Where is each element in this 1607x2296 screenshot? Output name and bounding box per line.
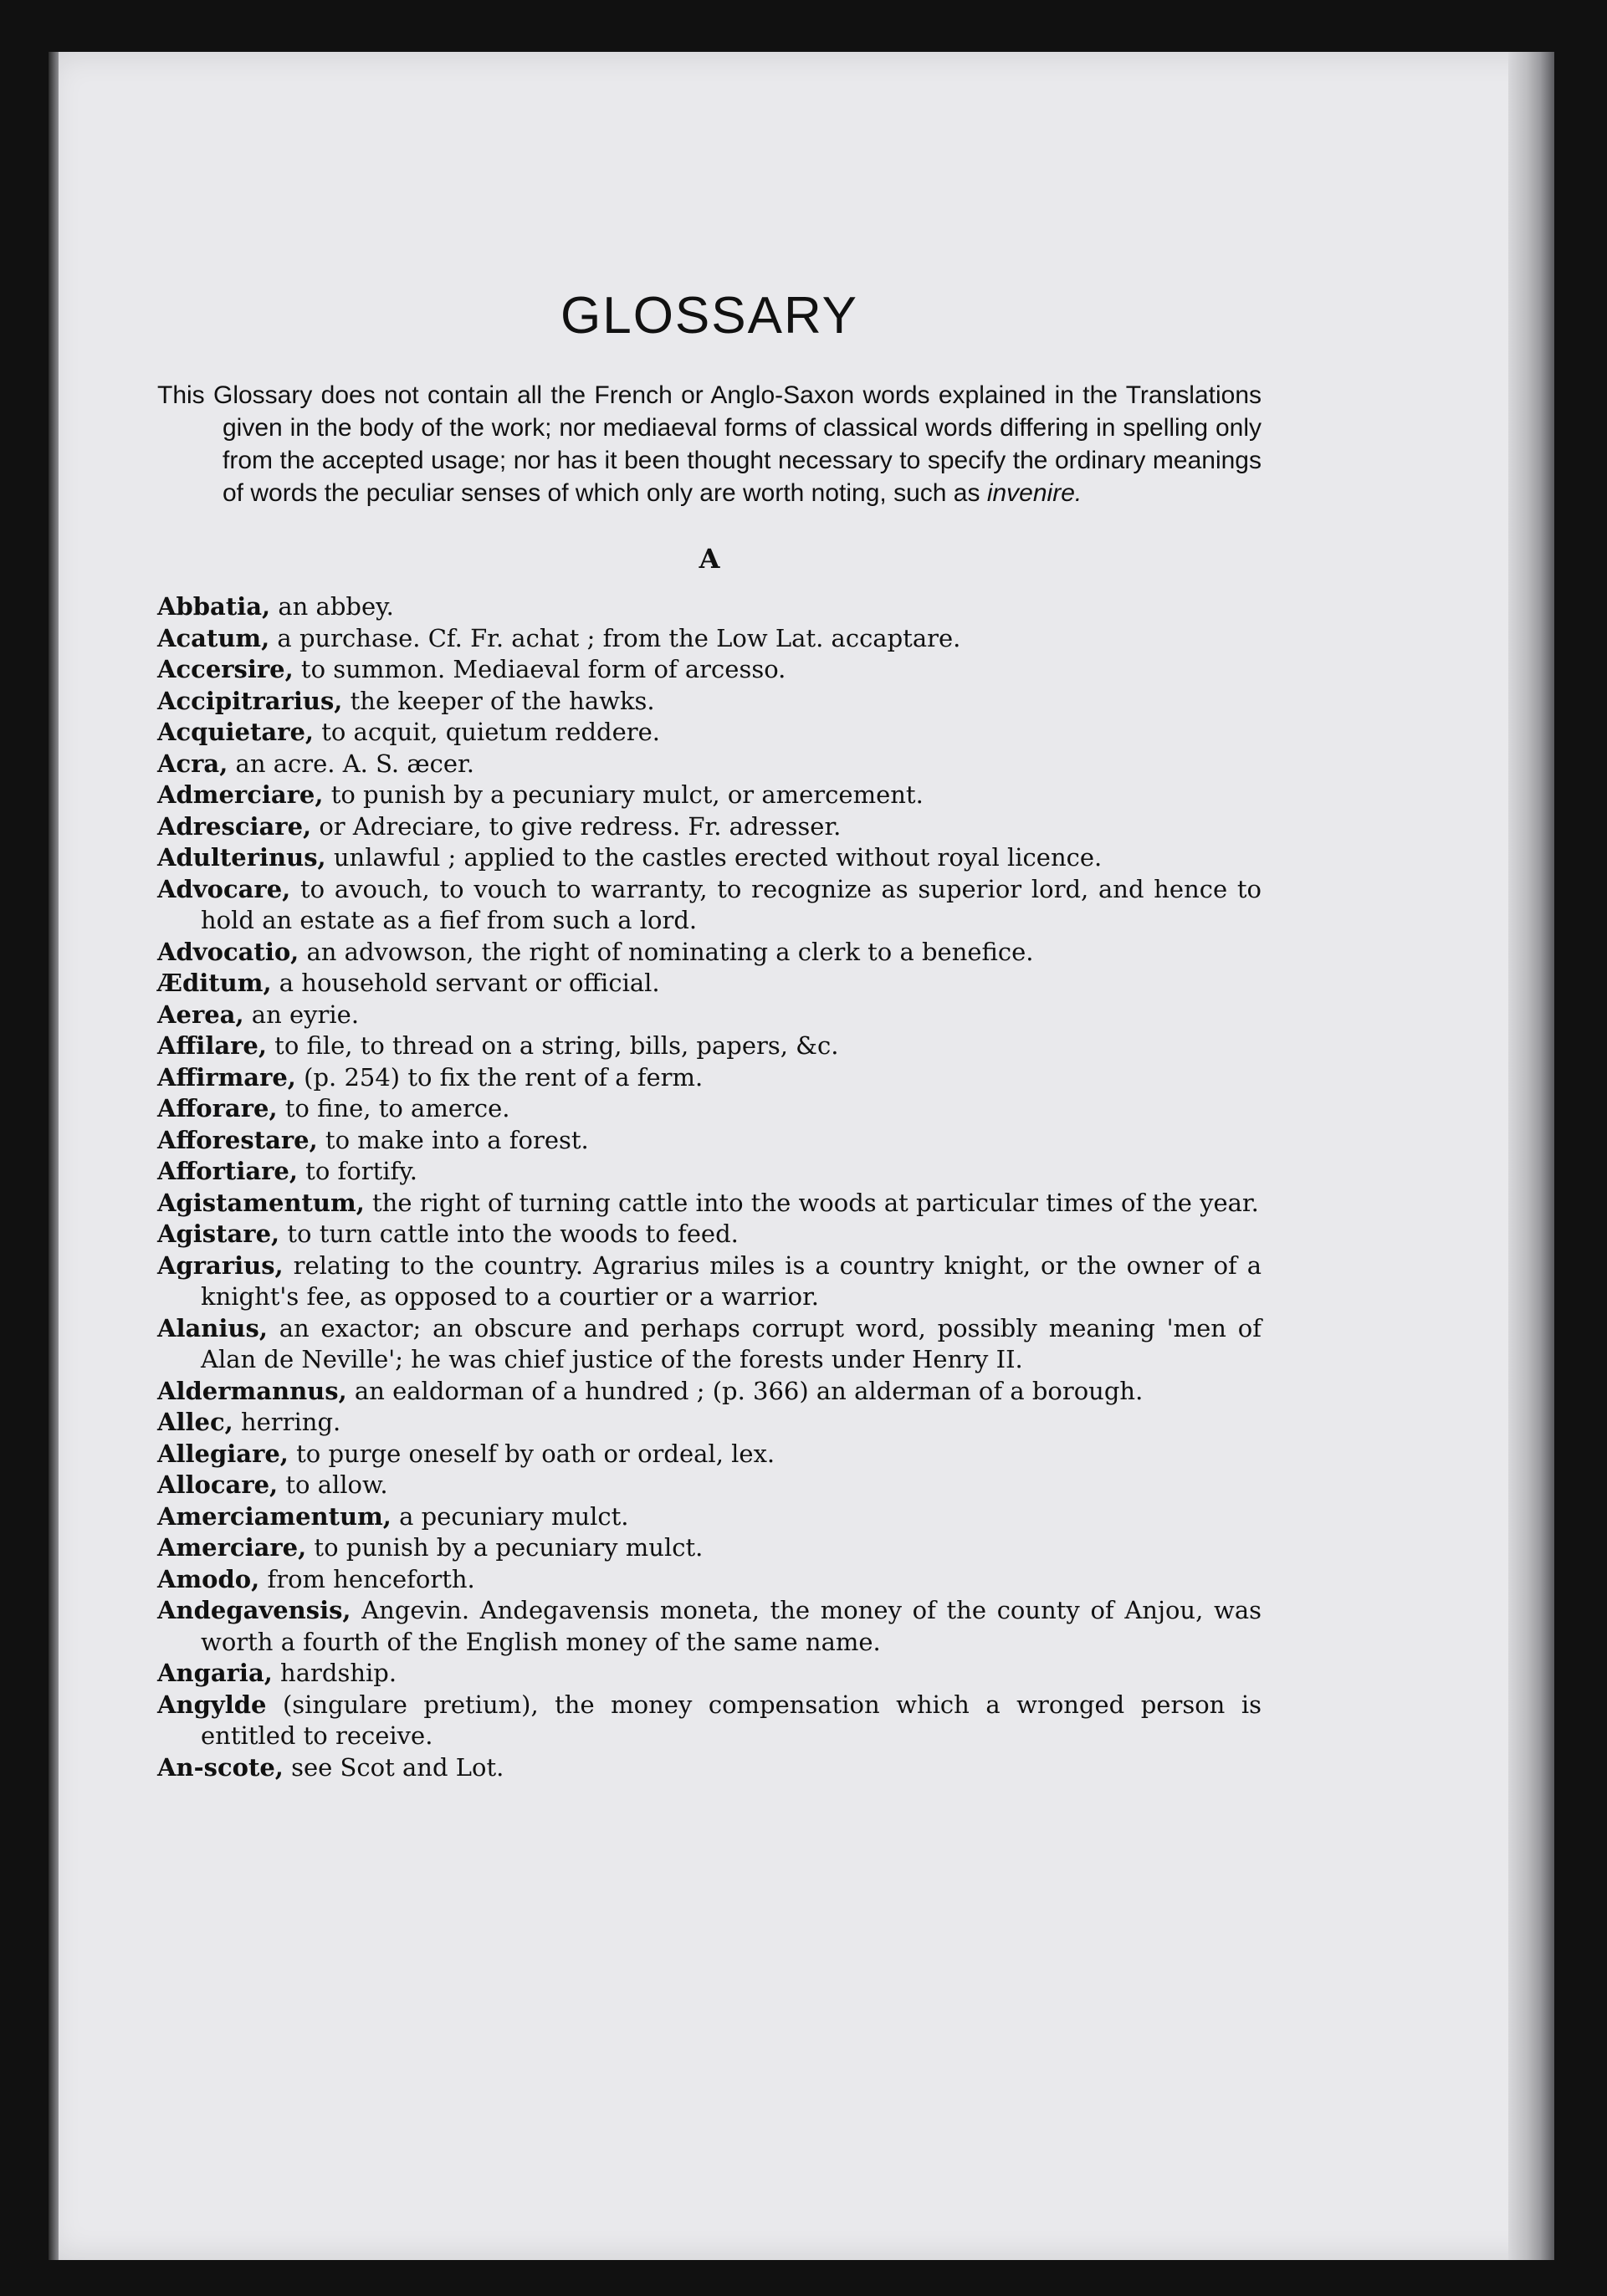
glossary-entry — [157, 874, 1262, 937]
entry-definition: to allow. — [278, 1470, 388, 1499]
glossary-entry — [157, 1532, 1262, 1564]
glossary-entry — [157, 1219, 1262, 1250]
entry-headword: Affirmare, — [157, 1062, 296, 1092]
glossary-entry — [157, 591, 1262, 623]
glossary-entry — [157, 1752, 1262, 1784]
glossary-entry — [157, 1376, 1262, 1408]
entry-definition: to avouch, to vouch to warranty, to recognize as superior lord, and hence to hold an estate as a fief from such a lord. — [201, 874, 1262, 934]
entry-definition: the keeper of the hawks. — [342, 686, 655, 715]
entry-headword: Angylde — [157, 1690, 267, 1719]
page-fore-edge — [1508, 52, 1554, 2260]
glossary-entry — [157, 968, 1262, 1000]
entry-headword: Affilare, — [157, 1031, 267, 1060]
entry-headword: Abbatia, — [157, 592, 271, 621]
entry-definition: a pecuniary mulct. — [391, 1501, 629, 1531]
entry-headword: Advocare, — [157, 874, 291, 903]
entry-headword: Amerciamentum, — [157, 1501, 392, 1531]
glossary-entry — [157, 1658, 1262, 1690]
glossary-entry — [157, 1439, 1262, 1470]
entry-headword: Alanius, — [157, 1313, 268, 1342]
entry-headword: Amerciare, — [157, 1533, 307, 1562]
glossary-entry — [157, 937, 1262, 969]
glossary-entry — [157, 1595, 1262, 1658]
glossary-entry — [157, 780, 1262, 811]
glossary-entry — [157, 1501, 1262, 1533]
entry-definition: to fine, to amerce. — [277, 1094, 510, 1122]
glossary-entry — [157, 842, 1262, 874]
entry-definition: (singulare pretium), the money compensation which a wronged person is entitled to receive. — [201, 1690, 1262, 1750]
entry-definition: to summon. Mediaeval form of arcesso. — [293, 655, 786, 683]
entry-headword: Andegavensis, — [157, 1596, 351, 1624]
page-title: GLOSSARY — [560, 287, 858, 345]
glossary-entry — [157, 1093, 1262, 1125]
glossary-entry — [157, 1470, 1262, 1501]
glossary-entry — [157, 1250, 1262, 1313]
intro-text: This Glossary does not contain all the French or Anglo-Saxon words explained in the Translations given in the body of the work; nor mediaeval forms of classical words differing in spelling only from the accepted usage; nor has it been thought necessary to specify the ordinary meanings of words the peculiar senses of which only are worth noting, such as — [157, 381, 1262, 507]
entry-definition: herring. — [233, 1408, 341, 1436]
section-letter: A — [699, 543, 720, 575]
entry-definition: the right of turning cattle into the woods at particular times of the year. — [364, 1188, 1259, 1217]
entry-definition: to turn cattle into the woods to feed. — [279, 1220, 739, 1248]
glossary-entry — [157, 717, 1262, 749]
entry-headword: Allocare, — [157, 1470, 279, 1499]
entry-headword: Admerciare, — [157, 780, 324, 809]
glossary-entry-list — [157, 591, 1262, 1783]
glossary-entry — [157, 749, 1262, 780]
entry-headword: Allec, — [157, 1408, 233, 1436]
glossary-entry — [157, 1000, 1262, 1031]
entry-headword: Angaria, — [157, 1659, 273, 1687]
intro-italic-word: invenire. — [986, 479, 1082, 507]
entry-definition: an eyrie. — [243, 1000, 360, 1029]
entry-definition: to purge oneself by oath or ordeal, lex. — [288, 1439, 775, 1468]
glossary-entry — [157, 1062, 1262, 1094]
glossary-entry — [157, 1407, 1262, 1439]
page-spine-edge — [49, 52, 59, 2260]
entry-definition: or Adreciare, to give redress. Fr. adresser. — [311, 811, 842, 841]
entry-definition: an ealdorman of a hundred ; (p. 366) an alderman of a borough. — [346, 1376, 1144, 1405]
entry-headword: Agistamentum, — [157, 1188, 365, 1217]
glossary-entry — [157, 686, 1262, 718]
entry-definition: a purchase. Cf. Fr. achat ; from the Low Lat. accaptare. — [269, 623, 961, 652]
glossary-entry — [157, 1125, 1262, 1157]
entry-headword: Adresciare, — [157, 811, 312, 841]
glossary-entry — [157, 1188, 1262, 1220]
intro-paragraph — [157, 379, 1262, 509]
entry-definition: to make into a forest. — [317, 1125, 589, 1154]
entry-headword: Agistare, — [157, 1220, 280, 1248]
entry-headword: Affortiare, — [157, 1157, 298, 1185]
book-page — [49, 52, 1554, 2260]
glossary-entry — [157, 1690, 1262, 1752]
entry-definition: to punish by a pecuniary mulct. — [306, 1533, 704, 1562]
entry-headword: Advocatio, — [157, 937, 299, 966]
page-content — [157, 219, 1262, 1783]
entry-headword: Allegiare, — [157, 1439, 289, 1468]
entry-definition: unlawful ; applied to the castles erected without royal licence. — [325, 843, 1103, 872]
entry-definition: Angevin. Andegavensis moneta, the money of the county of Anjou, was worth a fourth of the English money of the same name. — [201, 1596, 1262, 1656]
entry-headword: Aldermannus, — [157, 1376, 347, 1405]
entry-headword: Afforestare, — [157, 1125, 318, 1154]
entry-definition: from henceforth. — [259, 1564, 475, 1593]
entry-headword: Aerea, — [157, 1000, 244, 1029]
entry-headword: Acatum, — [157, 623, 270, 652]
entry-definition: to fortify. — [297, 1157, 417, 1185]
entry-definition: relating to the country. Agrarius miles is a country knight, or the owner of a knight's fee, as opposed to a courtier or a warrior. — [201, 1250, 1262, 1311]
entry-headword: Afforare, — [157, 1094, 278, 1122]
entry-definition: see Scot and Lot. — [283, 1752, 504, 1782]
entry-definition: to file, to thread on a string, bills, papers, &c. — [266, 1031, 839, 1060]
entry-definition: a household servant or official. — [271, 969, 660, 997]
entry-definition: an acre. A. S. æcer. — [228, 749, 474, 778]
glossary-entry — [157, 1313, 1262, 1376]
entry-definition: to acquit, quietum reddere. — [314, 718, 660, 746]
entry-headword: Amodo, — [157, 1564, 260, 1593]
entry-definition: an exactor; an obscure and perhaps corrupt word, possibly meaning 'men of Alan de Neville'; he was chief justice of the forests under Henry II. — [201, 1313, 1262, 1373]
entry-definition: to punish by a pecuniary mulct, or amercement. — [323, 780, 924, 809]
entry-headword: Accersire, — [157, 655, 294, 683]
entry-headword: Acra, — [157, 749, 228, 778]
entry-definition: hardship. — [272, 1659, 397, 1687]
entry-headword: Acquietare, — [157, 718, 314, 746]
entry-definition: an advowson, the right of nominating a clerk to a benefice. — [299, 937, 1034, 966]
entry-headword: Accipitrarius, — [157, 686, 343, 715]
entry-headword: Agrarius, — [157, 1250, 284, 1280]
glossary-entry — [157, 1030, 1262, 1062]
glossary-entry — [157, 811, 1262, 843]
entry-headword: Æditum, — [157, 969, 272, 997]
glossary-entry — [157, 623, 1262, 655]
entry-definition: an abbey. — [270, 592, 394, 621]
entry-headword: Adulterinus, — [157, 843, 326, 872]
glossary-entry — [157, 1564, 1262, 1596]
entry-definition: (p. 254) to fix the rent of a ferm. — [295, 1062, 704, 1092]
glossary-entry — [157, 1156, 1262, 1188]
glossary-entry — [157, 654, 1262, 686]
entry-headword: An-scote, — [157, 1752, 284, 1782]
